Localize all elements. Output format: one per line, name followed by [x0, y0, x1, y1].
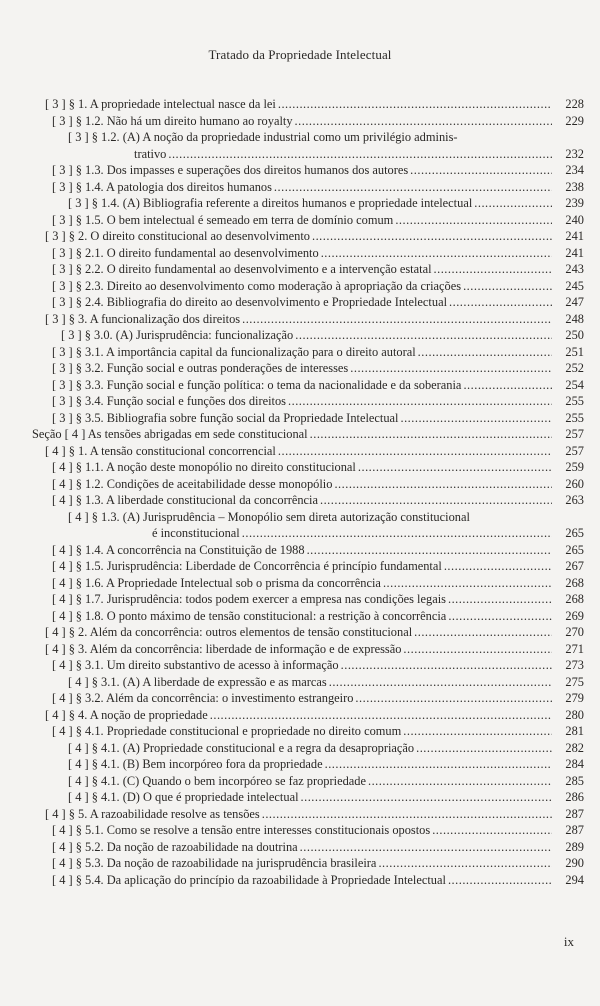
toc-entry-page: 241: [565, 229, 584, 243]
dot-leader: [300, 839, 552, 856]
toc-entry-title: [ 3 ] § 1. A propriedade intelectual nasce da lei: [45, 97, 276, 111]
toc-entry: [0, 657, 600, 674]
toc-entry-title: [ 4 ] § 1. A tensão constitucional concorrencial: [45, 443, 276, 458]
toc-entry: [0, 212, 600, 229]
toc-entry-title: [ 3 ] § 2.3. Direito ao desenvolvimento como moderação à apropriação da criações: [52, 278, 462, 293]
dot-leader: [242, 311, 552, 328]
toc-entry-page: 270: [565, 625, 584, 639]
toc-entry-page: 229: [565, 113, 584, 128]
toc-entry-title: [ 3 ] § 1.2. Não há um direito humano ao royalty: [52, 113, 293, 128]
dot-leader: [448, 591, 552, 608]
toc-entry-title: [ 4 ] § 4.1. (D) O que é propriedade intelectual: [68, 790, 299, 804]
toc-entry: [0, 245, 600, 262]
toc-entry-page: 280: [565, 707, 584, 722]
dot-leader: [168, 146, 552, 163]
toc-entry: [0, 96, 600, 113]
toc-entry-title: [ 3 ] § 2.2. O direito fundamental ao desenvolvimento e a intervenção estatal: [52, 262, 432, 276]
toc-entry-page: 282: [565, 740, 584, 755]
toc-entry-page: 232: [565, 146, 584, 161]
toc-entry: [0, 327, 600, 344]
toc-entry-page: 255: [565, 394, 584, 408]
toc-entry-page: 239: [565, 196, 584, 210]
toc-entry: [0, 410, 600, 427]
toc-entry: [0, 162, 600, 179]
dot-leader: [432, 822, 552, 839]
toc-entry: [0, 872, 600, 889]
toc-entry: [0, 377, 600, 394]
toc-entry-page: 260: [565, 476, 584, 491]
toc-entry-page: 251: [565, 344, 584, 359]
toc-entry: [0, 492, 600, 509]
toc-entry-page: 284: [565, 757, 584, 771]
toc-entry-title: [ 4 ] § 2. Além da concorrência: outros elementos de tensão constitucional: [45, 625, 413, 639]
toc-entry-title: [ 4 ] § 3.1. (A) A liberdade de expressão e as marcas: [68, 674, 327, 689]
toc-entry-page: 290: [565, 856, 584, 870]
dot-leader: [414, 624, 552, 641]
toc-entry-title: [ 4 ] § 1.6. A Propriedade Intelectual sob o prisma da concorrência: [52, 575, 381, 590]
dot-leader: [329, 674, 552, 691]
dot-leader: [448, 872, 552, 889]
toc-entry: [0, 542, 600, 559]
toc-entry: [0, 773, 600, 790]
toc-entry-page: 263: [565, 493, 584, 507]
dot-leader: [310, 426, 552, 443]
toc-entry-title: [ 4 ] § 1.5. Jurisprudência: Liberdade de Concorrência é princípio fundamental: [52, 559, 442, 573]
dot-leader: [295, 327, 552, 344]
toc-entry-title: [ 3 ] § 3.1. A importância capital da funcionalização para o direito autoral: [52, 344, 416, 359]
dot-leader: [368, 773, 552, 790]
page-number: ix: [563, 934, 574, 949]
toc-entry: [0, 509, 600, 542]
dot-leader: [474, 195, 552, 212]
toc-entry-title-continued: trativo: [134, 146, 167, 161]
toc-entry-title: [ 4 ] § 1.4. A concorrência na Constituição de 1988: [52, 542, 305, 557]
dot-leader: [395, 212, 552, 229]
dot-leader: [312, 228, 552, 245]
toc-entry-page: 275: [565, 674, 584, 689]
dot-leader: [434, 261, 552, 278]
toc-entry: [0, 855, 600, 872]
toc-entry-page: 265: [565, 526, 584, 540]
toc-entry-title: [ 4 ] § 4.1. (B) Bem incorpóreo fora da propriedade: [68, 757, 323, 771]
dot-leader: [210, 707, 552, 724]
dot-leader: [341, 657, 552, 674]
toc-entry-page: 268: [565, 592, 584, 606]
toc-entry: [0, 113, 600, 130]
toc-entry-page: 240: [565, 212, 584, 227]
dot-leader: [383, 575, 552, 592]
toc-entry: [0, 278, 600, 295]
toc-entry-page: 247: [565, 295, 584, 309]
toc-entry: [0, 641, 600, 658]
toc-entry-title: [ 3 ] § 2.1. O direito fundamental ao desenvolvimento: [52, 245, 319, 260]
toc-entry-page: 241: [565, 245, 584, 260]
toc-entry: [0, 294, 600, 311]
dot-leader: [403, 641, 552, 658]
toc-entry-title: [ 4 ] § 5.4. Da aplicação do princípio da razoabilidade à Propriedade Intelectual: [52, 872, 446, 887]
toc-entry-title: [ 3 ] § 1.2. (A) A noção da propriedade industrial como um privilégio adminis-: [68, 130, 458, 144]
toc-entry-title: [ 4 ] § 4.1. (A) Propriedade constitucional e a regra da desapropriação: [68, 740, 415, 755]
toc-entry-title: [ 3 ] § 3.5. Bibliografia sobre função social da Propriedade Intelectual: [52, 410, 399, 425]
toc-entry-page: 294: [565, 872, 584, 887]
toc-entry-title: [ 4 ] § 5.2. Da noção de razoabilidade na doutrina: [52, 839, 298, 854]
toc-entry-title: [ 3 ] § 3.4. Função social e funções dos direitos: [52, 394, 286, 408]
toc-entry-title: [ 4 ] § 1.3. (A) Jurisprudência – Monopólio sem direta autorização constitucional: [68, 509, 470, 524]
toc-entry: [0, 575, 600, 592]
toc-entry-title: [ 3 ] § 1.3. Dos impasses e superações dos direitos humanos dos autores: [52, 163, 409, 177]
toc-entry-page: 287: [565, 806, 584, 821]
toc-entry-page: 248: [565, 311, 584, 326]
toc-entry-title: [ 4 ] § 4. A noção de propriedade: [45, 707, 208, 722]
toc-entry: [0, 129, 600, 162]
toc-entry: [0, 558, 600, 575]
toc-entry: [0, 591, 600, 608]
toc-entry: [0, 228, 600, 245]
dot-leader: [449, 294, 552, 311]
toc-entry: [0, 195, 600, 212]
dot-leader: [444, 558, 552, 575]
toc-entry-title: [ 3 ] § 2. O direito constitucional ao desenvolvimento: [45, 229, 310, 243]
toc-entry-title: [ 4 ] § 5.3. Da noção de razoabilidade na jurisprudência brasileira: [52, 856, 377, 870]
dot-leader: [418, 344, 552, 361]
toc-entry-title: [ 3 ] § 1.4. A patologia dos direitos humanos: [52, 179, 272, 194]
toc-entry-page: 238: [565, 179, 584, 194]
toc-entry: [0, 822, 600, 839]
toc-entry-page: 259: [565, 460, 584, 474]
toc-entry-page: 252: [565, 361, 584, 375]
toc-entry-page: 234: [565, 163, 584, 177]
toc-entry: [0, 806, 600, 823]
toc-entry-page: 271: [565, 641, 584, 656]
toc-entry: [0, 674, 600, 691]
toc-entry: [0, 443, 600, 460]
toc-entry: [0, 723, 600, 740]
toc-entry-page: 254: [565, 377, 584, 392]
dot-leader: [307, 542, 552, 559]
toc-entry-title: [ 4 ] § 1.3. A liberdade constitucional da concorrência: [52, 493, 318, 507]
toc-entry: [0, 756, 600, 773]
toc-entry: [0, 261, 600, 278]
toc-entry: [0, 459, 600, 476]
dot-leader: [321, 245, 552, 262]
toc-entry: [0, 740, 600, 757]
toc-entry-title: [ 4 ] § 1.1. A noção deste monopólio no direito constitucional: [52, 460, 356, 474]
toc-entry: [0, 707, 600, 724]
toc-entry-title: [ 3 ] § 1.5. O bem intelectual é semeado em terra de domínio comum: [52, 212, 394, 227]
dot-leader: [463, 377, 552, 394]
toc-entry: [0, 624, 600, 641]
toc-entry-page: 289: [565, 839, 584, 854]
toc-entry-page: 250: [565, 328, 584, 342]
toc-entry-title: [ 4 ] § 3. Além da concorrência: liberdade de informação e de expressão: [45, 641, 402, 656]
toc-entry-page: 257: [565, 443, 584, 458]
toc-entry-title: [ 4 ] § 3.1. Um direito substantivo de acesso à informação: [52, 658, 339, 672]
toc-entry-title: [ 4 ] § 1.2. Condições de aceitabilidade desse monopólio: [52, 476, 333, 491]
toc-entry: [0, 179, 600, 196]
toc-entry-title: Seção [ 4 ] As tensões abrigadas em sede constitucional: [32, 427, 308, 441]
dot-leader: [262, 806, 552, 823]
toc-entry-title: [ 4 ] § 4.1. (C) Quando o bem incorpóreo se faz propriedade: [68, 773, 366, 788]
toc-entry-page: 243: [565, 262, 584, 276]
toc-entry-page: 285: [565, 773, 584, 788]
toc-entry-title: [ 4 ] § 5.1. Como se resolve a tensão entre interesses constitucionais opostos: [52, 823, 431, 837]
toc-entry-title: [ 3 ] § 3.2. Função social e outras ponderações de interesses: [52, 361, 349, 375]
toc-entry-title: [ 4 ] § 1.8. O ponto máximo de tensão constitucional: a restrição à concorrência: [52, 608, 447, 623]
dot-leader: [355, 690, 552, 707]
toc-entry-page: 281: [565, 724, 584, 738]
dot-leader: [358, 459, 552, 476]
toc-entry: [0, 360, 600, 377]
toc-entry-page: 257: [565, 427, 584, 441]
dot-leader: [416, 740, 552, 757]
dot-leader: [410, 162, 552, 179]
toc-entry-page: 287: [565, 823, 584, 837]
dot-leader: [448, 608, 552, 625]
dot-leader: [301, 789, 552, 806]
toc-entry-title: [ 4 ] § 5. A razoabilidade resolve as tensões: [45, 806, 260, 821]
dot-leader: [242, 525, 552, 542]
toc-entry: [0, 476, 600, 493]
toc-entry: [0, 608, 600, 625]
dot-leader: [288, 393, 552, 410]
toc-entry-page: 228: [565, 97, 584, 111]
dot-leader: [320, 492, 552, 509]
toc-entry-title: [ 3 ] § 3.3. Função social e função política: o tema da nacionalidade e da soberania: [52, 377, 462, 392]
toc-entry: [0, 344, 600, 361]
toc-entry-page: 279: [565, 691, 584, 705]
toc-entry-title: [ 3 ] § 3. A funcionalização dos direitos: [45, 311, 241, 326]
dot-leader: [274, 179, 552, 196]
toc-entry-title: [ 3 ] § 2.4. Bibliografia do direito ao desenvolvimento e Propriedade Intelectual: [52, 295, 448, 309]
toc-entry-page: 286: [565, 790, 584, 804]
toc-entry-title: [ 4 ] § 1.7. Jurisprudência: todos podem exercer a empresa nas condições legais: [52, 592, 446, 606]
running-header: Tratado da Propriedade Intelectual: [208, 47, 392, 62]
dot-leader: [278, 96, 552, 113]
toc-entry: [0, 839, 600, 856]
dot-leader: [350, 360, 552, 377]
toc-entry: [0, 690, 600, 707]
dot-leader: [403, 723, 552, 740]
dot-leader: [295, 113, 552, 130]
toc-entry-title-continued: é inconstitucional: [152, 526, 240, 540]
dot-leader: [400, 410, 552, 427]
toc-entry-page: 265: [565, 542, 584, 557]
dot-leader: [463, 278, 552, 295]
toc-entry-title: [ 4 ] § 4.1. Propriedade constitucional e propriedade no direito comum: [52, 724, 402, 738]
toc-entry-page: 268: [565, 575, 584, 590]
dot-leader: [378, 855, 552, 872]
toc-entry-title: [ 3 ] § 3.0. (A) Jurisprudência: funcionalização: [61, 328, 294, 342]
toc-entry: [0, 311, 600, 328]
dot-leader: [334, 476, 552, 493]
dot-leader: [278, 443, 552, 460]
toc-entry-page: 245: [565, 278, 584, 293]
toc-entry-page: 269: [565, 608, 584, 623]
toc-entry: [0, 393, 600, 410]
toc-entry-page: 255: [565, 410, 584, 425]
toc-entry-page: 273: [565, 658, 584, 672]
toc-entry-title: [ 4 ] § 3.2. Além da concorrência: o investimento estrangeiro: [52, 691, 354, 705]
toc-entry: [0, 789, 600, 806]
toc-entry-page: 267: [565, 559, 584, 573]
toc-entry: [0, 426, 600, 443]
toc-entry-title: [ 3 ] § 1.4. (A) Bibliografia referente a direitos humanos e propriedade intelectual: [68, 196, 473, 210]
dot-leader: [325, 756, 552, 773]
table-of-contents: [0, 96, 600, 888]
